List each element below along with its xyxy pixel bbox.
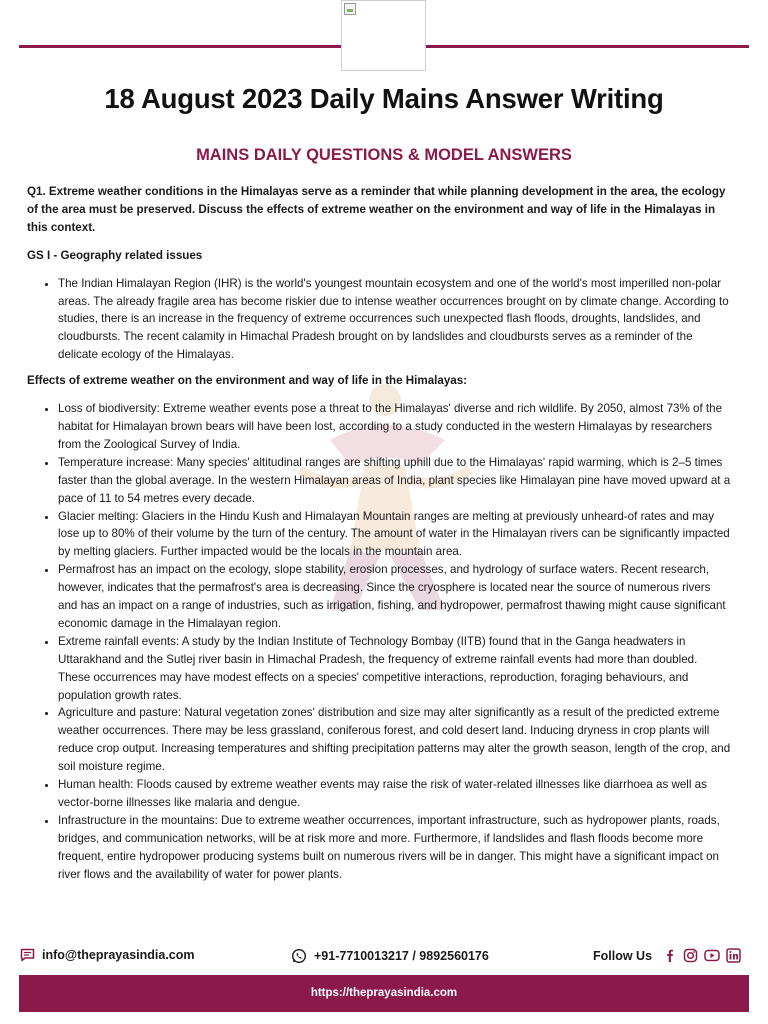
list-item: • Agriculture and pasture: Natural vegetation zones' distribution and size may alter significantly as a result of the predicted extreme weather occurrences. There may be less grassland, coniferous forest, and cold desert land. Inducing dryness in crop plants will reduce crop output. Increasing temperatures and shifting precipitation patterns may alter the growth season, length of the crop, and soil moisture regime.: [58, 704, 731, 776]
footer-social: [593, 948, 741, 963]
question-text: Extreme weather conditions in the Himalayas serve as a reminder that while planning development in the area, the ecology of the area must be preserved. Discuss the effects of extreme weather on the environment and way of life in the Himalayas in this context.: [27, 185, 726, 234]
message-icon: [20, 948, 35, 962]
phone-number[interactable]: +91-7710013217 / 9892560176: [314, 949, 489, 963]
list-item: • Extreme rainfall events: A study by the Indian Institute of Technology Bombay (IITB) found that in the Ganga headwaters in Uttarakhand and the Sutlej river basin in Himachal Pradesh, the frequency of extreme rainfall events had more than doubled. These occurrences may have modest effects on a species' competitive interactions, reproduction, foraging behaviours, and population growth rates.: [58, 633, 731, 705]
linkedin-icon[interactable]: [726, 948, 741, 963]
footer-contacts: [0, 946, 768, 968]
logo-placeholder: [341, 0, 426, 71]
list-item: • Glacier melting: Glaciers in the Hindu Kush and Himalayan Mountain ranges are melting at previously unheard-of rates and may lose up to 80% of their volume by the turn of the century. The amount of water in the Himalayan rivers can be significantly impacted by melting glaciers. Further impacted would be the locals in the mountain area.: [58, 508, 731, 562]
question: [27, 183, 731, 237]
instagram-icon[interactable]: [683, 948, 698, 963]
footer-email[interactable]: [20, 948, 195, 962]
list-item: • Temperature increase: Many species' altitudinal ranges are shifting uphill due to the Himalayas' rapid warming, which is 2–5 times faster than the global average. In the western Himalayan areas of India, plant species like Himalayan pine have moved upward at a pace of 11 to 54 metres every decade.: [58, 454, 731, 508]
intro-list: [27, 275, 731, 365]
website-link[interactable]: https://theprayasindia.com: [310, 987, 458, 999]
gs-label: GS I - Geography related issues: [27, 248, 203, 262]
effects-heading: Effects of extreme weather on the environment and way of life in the Himalayas:: [27, 374, 468, 388]
social-links: [663, 948, 741, 963]
email-link[interactable]: info@theprayasindia.com: [42, 948, 195, 962]
youtube-icon[interactable]: [704, 948, 720, 963]
footer-phone[interactable]: [291, 948, 489, 964]
list-item: • Human health: Floods caused by extreme weather events may raise the risk of water-related illnesses like diarrhoea as well as vector-borne illnesses like malaria and dengue.: [58, 776, 731, 812]
facebook-icon[interactable]: [663, 949, 677, 963]
answer-body: [27, 183, 731, 884]
question-label: Q1.: [27, 185, 46, 198]
page-subtitle: MAINS DAILY QUESTIONS & MODEL ANSWERS: [196, 146, 572, 164]
follow-us-label: Follow Us: [593, 948, 653, 963]
effects-list: [27, 400, 731, 883]
list-item: • Loss of biodiversity: Extreme weather events pose a threat to the Himalayas' diverse and rich wildlife. By 2050, almost 73% of the habitat for Himalayan brown bears will have been lost, according to a study conducted in the western Himalayas by researchers from the Zoological Survey of India.: [58, 400, 731, 454]
list-item: • Infrastructure in the mountains: Due to extreme weather occurrences, important infrastructure, such as hydropower plants, roads, bridges, and communication networks, will be at risk more and more. Furthermore, if landslides and flash floods become more frequent, entire hydropower producing systems built on numerous rivers will be in danger. This might have a significant impact on river flows and the availability of water for power plants.: [58, 812, 731, 884]
whatsapp-icon: [291, 948, 307, 964]
list-item: • Permafrost has an impact on the ecology, slope stability, erosion processes, and hydrology of surface waters. Recent research, however, indicates that the permafrost's area is decreasing. Since the cryosphere is located near the source of numerous rivers and has an impact on a range of industries, such as irrigation, fishing, and hydropower, permafrost thawing might cause significant economic damage in the Himalayan region.: [58, 561, 731, 633]
broken-image-icon: [344, 3, 356, 15]
list-item: • The Indian Himalayan Region (IHR) is the world's youngest mountain ecosystem and one of the world's most imperilled non-polar areas. The already fragile area has become riskier due to intense weather occurrences brought on by climate change. According to studies, there is an increase in the frequency of extreme occurrences such unexpected flash floods, droughts, landslides, and cloudbursts. The recent calamity in Himachal Pradesh brought on by landslides and cloudbursts serves as a reminder of the delicate ecology of the Himalayas.: [58, 275, 731, 365]
page-title: 18 August 2023 Daily Mains Answer Writing: [104, 83, 664, 114]
footer-url-bar: [19, 975, 749, 1012]
